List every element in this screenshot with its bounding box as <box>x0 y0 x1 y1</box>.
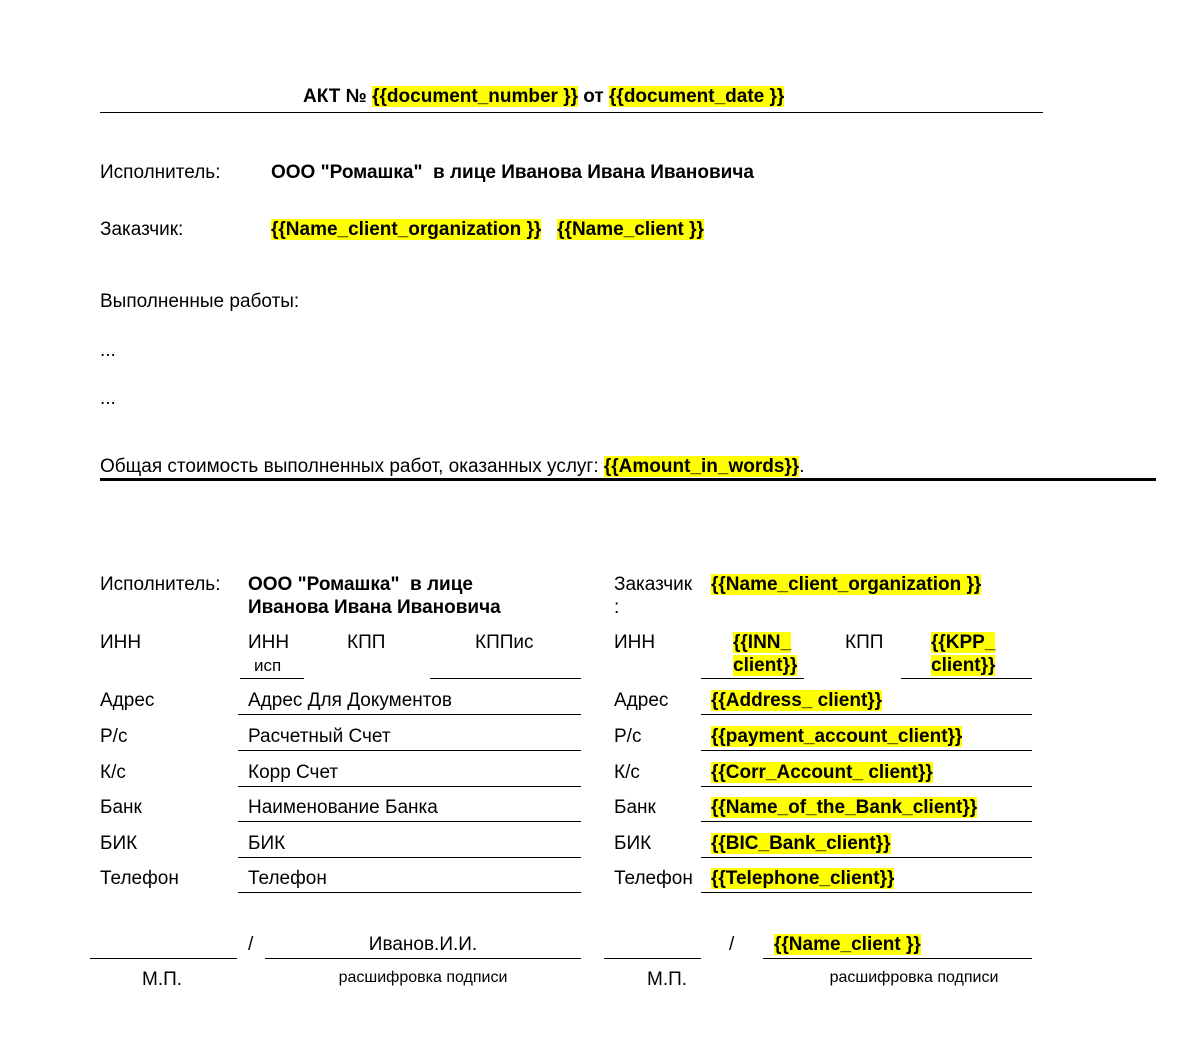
customer-org-tag: {{Name_client_organization }} <box>271 219 542 240</box>
amount-in-words-tag: {{Amount_in_words}} <box>603 456 800 477</box>
customer-label: Заказчик: <box>100 219 184 240</box>
right-bic-line <box>701 857 1032 858</box>
right-account-tag: {{payment_account_client}} <box>711 726 963 747</box>
right-signature-slash: / <box>729 934 735 955</box>
left-inn-sub1: ИНН <box>248 632 290 653</box>
right-inn-tag-part1: {{INN_ <box>733 632 792 653</box>
left-signature-name: Иванов.И.И. <box>368 934 478 955</box>
right-phone-line <box>701 892 1032 893</box>
right-bank-value <box>711 797 977 819</box>
right-customer-org-tag: {{Name_client_organization }} <box>711 574 982 595</box>
left-kpp-line <box>430 678 581 679</box>
right-kpp-label: КПП <box>845 632 884 653</box>
left-bank-line <box>238 821 581 822</box>
right-inn-tag-line2 <box>733 655 797 677</box>
left-address-value: Адрес Для Документов <box>248 690 452 711</box>
right-account-value <box>711 726 962 748</box>
total-cost <box>100 456 804 478</box>
executor-label: Исполнитель: <box>100 162 221 183</box>
right-bic-value <box>711 833 891 855</box>
works-line-2: ... <box>100 388 116 409</box>
right-corr-value <box>711 762 933 784</box>
right-inn-line <box>701 678 804 679</box>
works-line-1: ... <box>100 340 116 361</box>
right-inn-tag-line1 <box>733 632 791 654</box>
document-date-tag: {{document_date }} <box>609 86 785 107</box>
right-address-line <box>701 714 1032 715</box>
left-account-line <box>238 750 581 751</box>
left-address-label: Адрес <box>100 690 155 711</box>
right-account-line <box>701 750 1032 751</box>
customer-value <box>271 219 704 241</box>
executor-value: ООО "Ромашка" в лице Иванова Ивана Ивановича <box>271 162 754 183</box>
left-account-label: Р/с <box>100 726 128 747</box>
right-bic-label: БИК <box>614 833 652 854</box>
right-kpp-tag-line2 <box>931 655 995 677</box>
document-title <box>303 86 784 108</box>
right-inn-tag-part2: client}} <box>733 655 798 676</box>
left-inn-line <box>240 678 304 679</box>
right-address-value <box>711 690 882 712</box>
works-label: Выполненные работы: <box>100 291 300 312</box>
left-executor-line1: ООО "Ромашка" в лице <box>248 574 473 595</box>
left-phone-value: Телефон <box>248 868 327 889</box>
left-kpp-value: КППис <box>475 632 534 653</box>
right-kpp-line <box>901 678 1032 679</box>
left-inn-sub2: исп <box>254 656 282 675</box>
right-kpp-tag-part2: client}} <box>931 655 996 676</box>
right-signature-name-tag: {{Name_client }} <box>774 934 921 955</box>
right-phone-label: Телефон <box>614 868 693 889</box>
right-customer-label-line1: Заказчик <box>614 574 693 595</box>
right-signature-line <box>604 958 701 959</box>
left-corr-line <box>238 786 581 787</box>
left-signature-slash: / <box>248 934 254 955</box>
right-bic-tag: {{BIC_Bank_client}} <box>711 833 891 854</box>
right-phone-value <box>711 868 894 890</box>
right-bank-line <box>701 821 1032 822</box>
title-underline <box>100 112 1043 113</box>
left-kpp-label: КПП <box>347 632 386 653</box>
right-stamp-label: М.П. <box>647 969 688 990</box>
left-executor-label: Исполнитель: <box>100 574 221 595</box>
right-kpp-tag-part1: {{KPP_ <box>931 632 996 653</box>
document-number-tag: {{document_number }} <box>372 86 579 107</box>
left-bank-label: Банк <box>100 797 142 818</box>
left-decode-line <box>265 958 581 959</box>
left-bic-line <box>238 857 581 858</box>
total-suffix: . <box>799 456 805 477</box>
right-inn-label: ИНН <box>614 632 656 653</box>
right-corr-line <box>701 786 1032 787</box>
right-kpp-tag-line1 <box>931 632 995 654</box>
left-bic-value: БИК <box>248 833 286 854</box>
left-bic-label: БИК <box>100 833 138 854</box>
right-phone-tag: {{Telephone_client}} <box>711 868 895 889</box>
total-text: Общая стоимость выполненных работ, оказанных услуг: <box>100 456 604 477</box>
left-account-value: Расчетный Счет <box>248 726 391 747</box>
left-phone-line <box>238 892 581 893</box>
left-executor-line2: Иванова Ивана Ивановича <box>248 597 501 618</box>
left-stamp-label: М.П. <box>142 969 183 990</box>
left-corr-label: К/с <box>100 762 126 783</box>
right-customer-label-line2: : <box>614 597 620 618</box>
right-decode-label: расшифровка подписи <box>829 969 999 986</box>
left-corr-value: Корр Счет <box>248 762 339 783</box>
left-inn-label: ИНН <box>100 632 142 653</box>
right-decode-line <box>763 958 1032 959</box>
right-corr-label: К/с <box>614 762 640 783</box>
right-bank-label: Банк <box>614 797 656 818</box>
right-address-label: Адрес <box>614 690 669 711</box>
left-signature-line <box>90 958 237 959</box>
right-customer-org <box>711 574 981 596</box>
right-corr-tag: {{Corr_Account_ client}} <box>711 762 933 783</box>
title-prefix: АКТ № <box>303 86 367 107</box>
right-bank-tag: {{Name_of_the_Bank_client}} <box>711 797 978 818</box>
customer-name-tag: {{Name_client }} <box>557 219 704 240</box>
left-bank-value: Наименование Банка <box>248 797 438 818</box>
left-decode-label: расшифровка подписи <box>338 969 508 986</box>
right-account-label: Р/с <box>614 726 642 747</box>
left-phone-label: Телефон <box>100 868 179 889</box>
total-underline <box>100 478 1156 481</box>
right-address-tag: {{Address_ client}} <box>711 690 883 711</box>
title-from: от <box>583 86 604 107</box>
left-address-line <box>238 714 581 715</box>
right-signature-name <box>774 934 921 956</box>
